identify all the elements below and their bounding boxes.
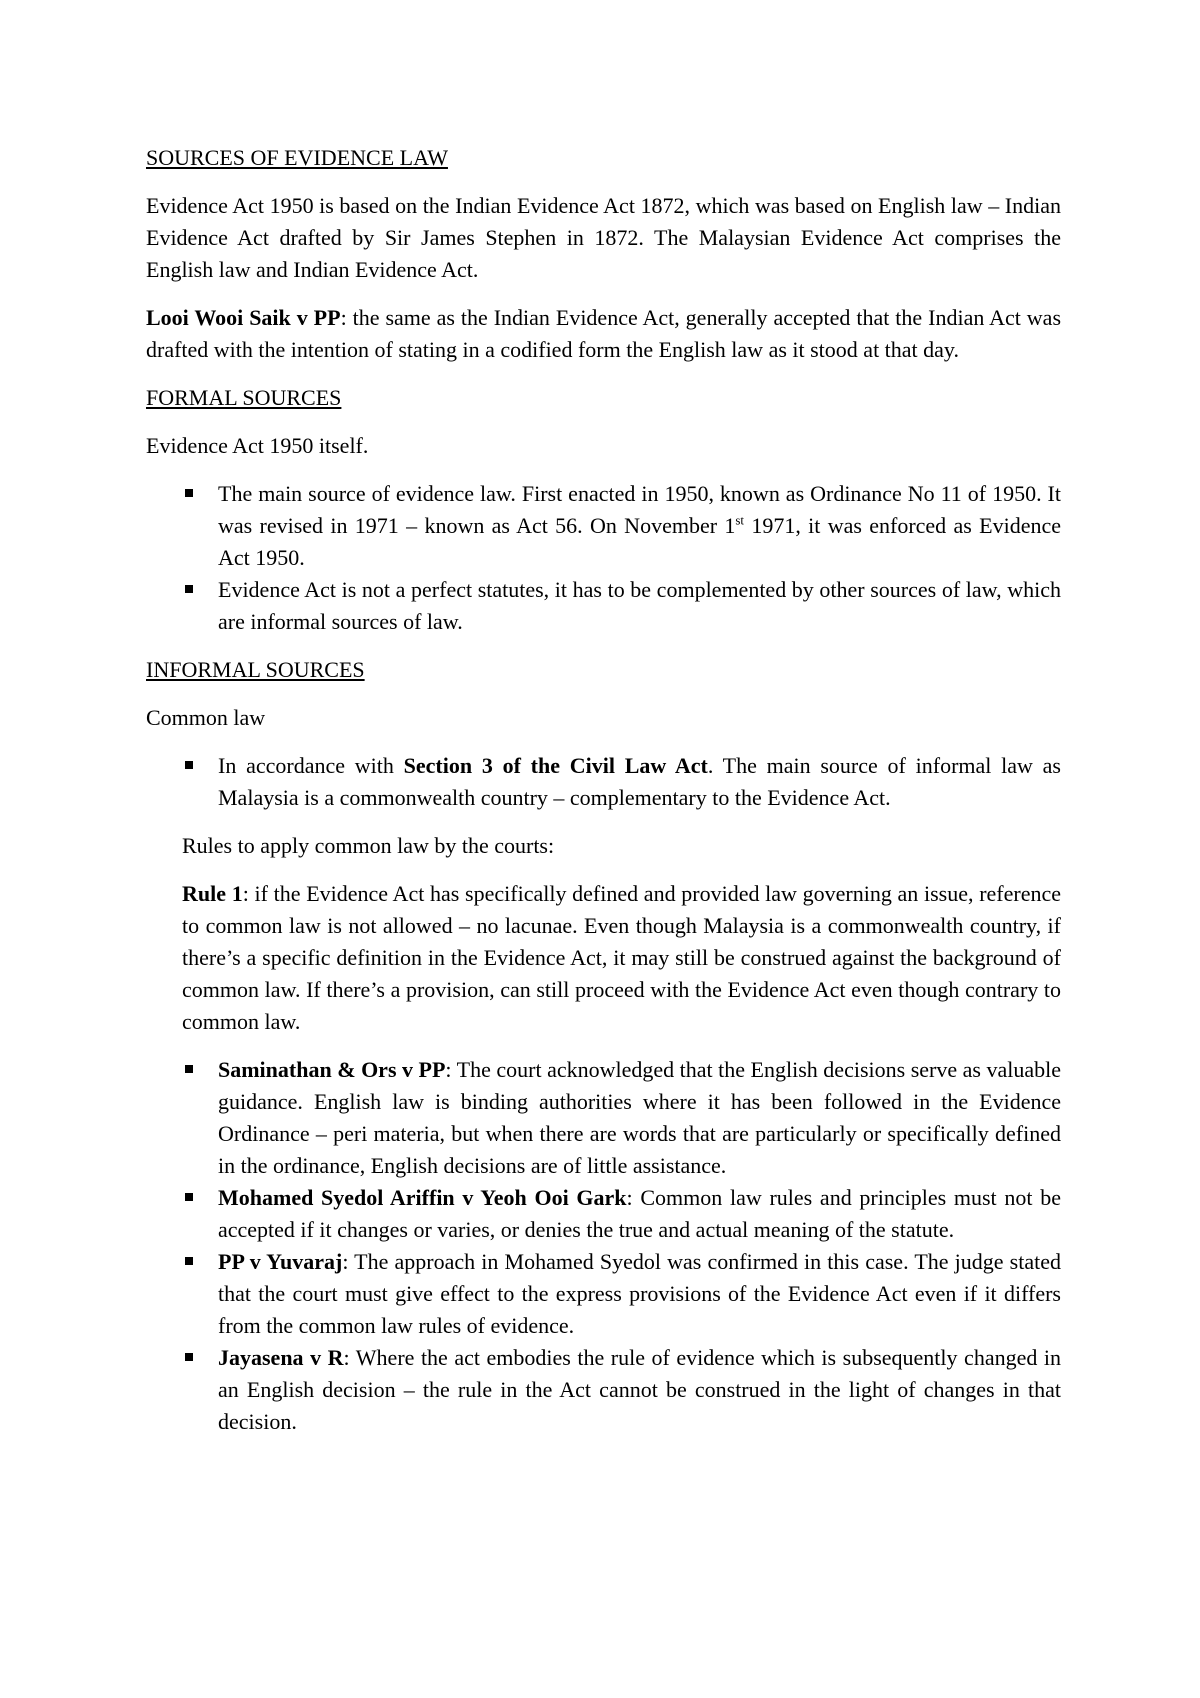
bullet-icon [185,585,193,593]
case-text: : The court acknowledged that the English decisions serve as valuable guidance. English law is binding authorities where it has been followed in the Evidence Ordinance – peri materia, but when there are words that are particularly or specifically defined in the ordinance, English decisions are of little assistance. [218,1057,1061,1178]
civil-law-act-ref: Section 3 of the Civil Law Act [403,753,708,778]
bullet-icon [185,1065,193,1073]
case-text: : Where the act embodies the rule of evidence which is subsequently changed in an English decision – the rule in the Act cannot be construed in the light of changes in that decision. [218,1345,1062,1434]
rule-1-paragraph [182,878,1061,1038]
document-page [146,142,1061,1454]
formal-sources-list [146,478,1061,638]
case-text: : The approach in Mohamed Syedol was confirmed in this case. The judge stated that the court must give effect to the express provisions of the Evidence Act even if it differs from the common law rules of evidence. [218,1249,1061,1338]
informal-bullet-1-text-b: . The main source of informal law as Malaysia is a commonwealth country – complementary to the Evidence Act. [218,753,1061,810]
case-name: Mohamed Syedol Ariffin v Yeoh Ooi Gark [218,1185,627,1210]
rule-1-text: : if the Evidence Act has specifically defined and provided law governing an issue, reference to common law is not allowed – no lacunae. Even though Malaysia is a commonwealth country, if there’s a specific definition in the Evidence Act, it may still be construed against the background of common law. If there’s a provision, can still proceed with the Evidence Act even though contrary to common law. [182,881,1062,1034]
formal-bullet-1-text-a: The main source of evidence law. First enacted in 1950, known as Ordinance No 11 of 1950. It was revised in 1971 – known as Act 56. On November 1 [218,481,1061,538]
formal-sources-subheading: Evidence Act 1950 itself. [146,433,369,458]
bullet-icon [185,1193,193,1201]
list-item [146,574,1061,638]
informal-bullet-1-text-a: In accordance with [218,753,404,778]
case-text: : Common law rules and principles must not be accepted if it changes or varies, or denies the true and actual meaning of the statute. [218,1185,1061,1242]
list-item [146,750,1061,814]
list-item [146,478,1061,574]
list-item [146,1182,1061,1246]
rule-1-label: Rule 1 [182,881,243,906]
bullet-icon [185,489,193,497]
case-name-looi: Looi Wooi Saik v PP [146,305,341,330]
informal-sources-list [146,750,1061,814]
formal-bullet-1-text-b: 1971, it was enforced as Evidence Act 1950. [218,513,1061,570]
informal-sources-heading: INFORMAL SOURCES [146,657,365,682]
ordinal-suffix: st [735,512,745,528]
cases-list [146,1054,1061,1438]
list-item [146,1246,1061,1342]
looi-paragraph [146,302,1061,366]
informal-sources-subheading: Common law [146,705,266,730]
case-name: Jayasena v R [218,1345,344,1370]
list-item [146,1342,1061,1438]
case-name: Saminathan & Ors v PP [218,1057,446,1082]
intro-paragraph: Evidence Act 1950 is based on the Indian Evidence Act 1872, which was based on English law – Indian Evidence Act drafted by Sir James Stephen in 1872. The Malaysian Evidence Act comprises the English law and Indian Evidence Act. [146,193,1061,282]
case-name: PP v Yuvaraj [218,1249,343,1274]
document-title: SOURCES OF EVIDENCE LAW [146,145,448,170]
formal-bullet-2-text: Evidence Act is not a perfect statutes, it has to be complemented by other sources of law, which are informal sources of law. [218,577,1061,634]
formal-sources-heading: FORMAL SOURCES [146,385,342,410]
bullet-icon [185,1257,193,1265]
rules-intro: Rules to apply common law by the courts: [182,833,555,858]
list-item [146,1054,1061,1182]
bullet-icon [185,1353,193,1361]
looi-text: : the same as the Indian Evidence Act, generally accepted that the Indian Act was drafted with the intention of stating in a codified form the English law as it stood at that day. [146,305,1062,362]
bullet-icon [185,761,193,769]
